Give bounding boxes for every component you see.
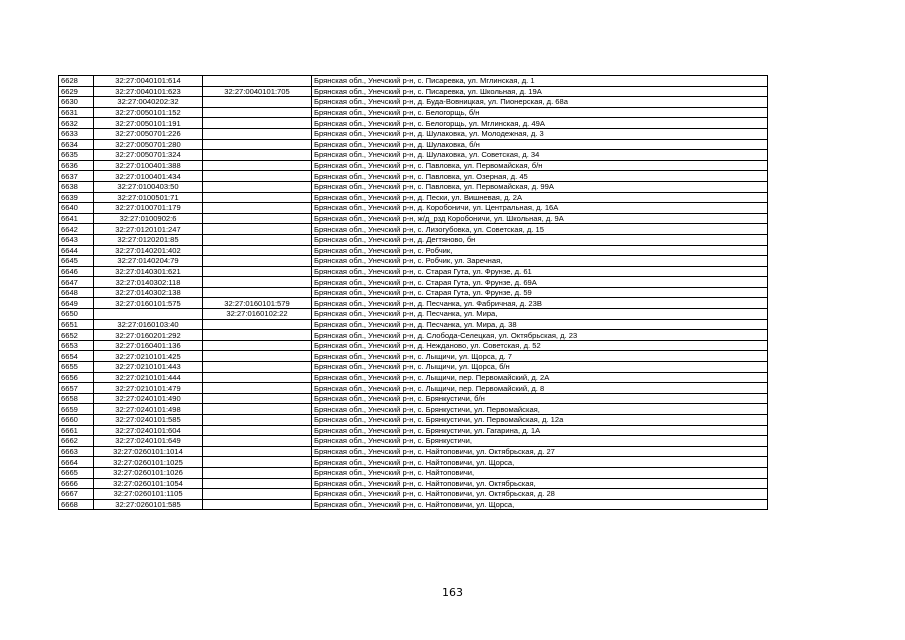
cadastral-number-cell: 32:27:0100403:50 — [94, 181, 203, 192]
property-registry-table — [58, 75, 768, 510]
address-cell: Брянская обл., Унечский р-н, с. Лизогубовка, ул. Советская, д. 15 — [312, 224, 768, 235]
cadastral-number-cell: 32:27:0210101:425 — [94, 351, 203, 362]
previous-cadastral-number-cell: 32:27:0160102:22 — [203, 309, 312, 320]
previous-cadastral-number-cell — [203, 160, 312, 171]
previous-cadastral-number-cell — [203, 478, 312, 489]
page-number: 163 — [442, 586, 463, 599]
row-number-cell: 6649 — [59, 298, 94, 309]
table-row — [59, 234, 768, 245]
table-row — [59, 298, 768, 309]
address-cell: Брянская обл., Унечский р-н, д. Песчанка, ул. Мира, — [312, 309, 768, 320]
table-row — [59, 436, 768, 447]
previous-cadastral-number-cell — [203, 330, 312, 341]
previous-cadastral-number-cell — [203, 415, 312, 426]
row-number-cell: 6663 — [59, 446, 94, 457]
cadastral-number-cell: 32:27:0260101:1026 — [94, 467, 203, 478]
cadastral-number-cell: 32:27:0040202:32 — [94, 97, 203, 108]
table-row — [59, 446, 768, 457]
address-cell: Брянская обл., Унечский р-н, д. Песчанка, ул. Мира, д. 38 — [312, 319, 768, 330]
address-cell: Брянская обл., Унечский р-н, д. Буда-Вовницкая, ул. Пионерская, д. 68а — [312, 97, 768, 108]
row-number-cell: 6665 — [59, 467, 94, 478]
row-number-cell: 6642 — [59, 224, 94, 235]
cadastral-number-cell: 32:27:0100401:388 — [94, 160, 203, 171]
table-row — [59, 277, 768, 288]
table-row — [59, 478, 768, 489]
previous-cadastral-number-cell — [203, 97, 312, 108]
table-row — [59, 383, 768, 394]
row-number-cell: 6640 — [59, 203, 94, 214]
address-cell: Брянская обл., Унечский р-н, с. Найтоповичи, ул. Октябрьская, — [312, 478, 768, 489]
row-number-cell: 6646 — [59, 266, 94, 277]
cadastral-number-cell: 32:27:0050101:191 — [94, 118, 203, 129]
row-number-cell: 6660 — [59, 415, 94, 426]
table-row — [59, 139, 768, 150]
cadastral-number-cell: 32:27:0240101:490 — [94, 393, 203, 404]
table-row — [59, 128, 768, 139]
previous-cadastral-number-cell — [203, 192, 312, 203]
address-cell: Брянская обл., Унечский р-н, ж/д_рзд Коробоничи, ул. Школьная, д. 9А — [312, 213, 768, 224]
previous-cadastral-number-cell: 32:27:0160101:579 — [203, 298, 312, 309]
previous-cadastral-number-cell — [203, 446, 312, 457]
cadastral-number-cell: 32:27:0140301:621 — [94, 266, 203, 277]
previous-cadastral-number-cell — [203, 436, 312, 447]
table-row — [59, 118, 768, 129]
previous-cadastral-number-cell — [203, 139, 312, 150]
row-number-cell: 6631 — [59, 107, 94, 118]
address-cell: Брянская обл., Унечский р-н, с. Найтоповичи, — [312, 467, 768, 478]
table-row — [59, 160, 768, 171]
table-row — [59, 499, 768, 510]
table-row — [59, 489, 768, 500]
address-cell: Брянская обл., Унечский р-н, с. Робчик, — [312, 245, 768, 256]
previous-cadastral-number-cell — [203, 277, 312, 288]
cadastral-number-cell: 32:27:0240101:585 — [94, 415, 203, 426]
cadastral-number-cell: 32:27:0050101:152 — [94, 107, 203, 118]
row-number-cell: 6632 — [59, 118, 94, 129]
table-row — [59, 319, 768, 330]
table-row — [59, 393, 768, 404]
cadastral-number-cell: 32:27:0240101:498 — [94, 404, 203, 415]
table-row — [59, 256, 768, 267]
previous-cadastral-number-cell — [203, 150, 312, 161]
table-row — [59, 351, 768, 362]
table-row — [59, 372, 768, 383]
address-cell: Брянская обл., Унечский р-н, д. Шулаковка, ул. Советская, д. 34 — [312, 150, 768, 161]
table-row — [59, 203, 768, 214]
table-row — [59, 107, 768, 118]
table-row — [59, 330, 768, 341]
row-number-cell: 6656 — [59, 372, 94, 383]
address-cell: Брянская обл., Унечский р-н, с. Лыщичи, ул. Щорса, б/н — [312, 362, 768, 373]
previous-cadastral-number-cell — [203, 372, 312, 383]
row-number-cell: 6653 — [59, 340, 94, 351]
previous-cadastral-number-cell — [203, 107, 312, 118]
address-cell: Брянская обл., Унечский р-н, с. Писаревка, ул. Школьная, д. 19А — [312, 86, 768, 97]
row-number-cell: 6655 — [59, 362, 94, 373]
row-number-cell: 6629 — [59, 86, 94, 97]
address-cell: Брянская обл., Унечский р-н, с. Старая Гута, ул. Фрунзе, д. 59 — [312, 287, 768, 298]
table-row — [59, 457, 768, 468]
previous-cadastral-number-cell — [203, 256, 312, 267]
previous-cadastral-number-cell — [203, 457, 312, 468]
previous-cadastral-number-cell — [203, 319, 312, 330]
address-cell: Брянская обл., Унечский р-н, с. Брянкустичи, ул. Гагарина, д. 1А — [312, 425, 768, 436]
previous-cadastral-number-cell — [203, 340, 312, 351]
previous-cadastral-number-cell — [203, 351, 312, 362]
table-row — [59, 150, 768, 161]
cadastral-number-cell: 32:27:0050701:226 — [94, 128, 203, 139]
address-cell: Брянская обл., Унечский р-н, с. Лыщичи, пер. Первомайский, д. 2А — [312, 372, 768, 383]
row-number-cell: 6634 — [59, 139, 94, 150]
cadastral-number-cell: 32:27:0040101:614 — [94, 76, 203, 87]
cadastral-number-cell: 32:27:0260101:585 — [94, 499, 203, 510]
previous-cadastral-number-cell — [203, 181, 312, 192]
address-cell: Брянская обл., Унечский р-н, с. Брянкустичи, б/н — [312, 393, 768, 404]
cadastral-number-cell: 32:27:0240101:649 — [94, 436, 203, 447]
row-number-cell: 6664 — [59, 457, 94, 468]
table-row — [59, 309, 768, 320]
cadastral-number-cell: 32:27:0120201:85 — [94, 234, 203, 245]
table-row — [59, 245, 768, 256]
previous-cadastral-number-cell — [203, 171, 312, 182]
cadastral-number-cell: 32:27:0100401:434 — [94, 171, 203, 182]
row-number-cell: 6648 — [59, 287, 94, 298]
table-row — [59, 425, 768, 436]
cadastral-number-cell: 32:27:0260101:1054 — [94, 478, 203, 489]
address-cell: Брянская обл., Унечский р-н, с. Найтоповичи, ул. Октябрьская, д. 27 — [312, 446, 768, 457]
row-number-cell: 6668 — [59, 499, 94, 510]
table-row — [59, 97, 768, 108]
row-number-cell: 6644 — [59, 245, 94, 256]
previous-cadastral-number-cell — [203, 266, 312, 277]
address-cell: Брянская обл., Унечский р-н, с. Белогорщь, б/н — [312, 107, 768, 118]
table-row — [59, 362, 768, 373]
row-number-cell: 6661 — [59, 425, 94, 436]
address-cell: Брянская обл., Унечский р-н, с. Старая Гута, ул. Фрунзе, д. 61 — [312, 266, 768, 277]
row-number-cell: 6633 — [59, 128, 94, 139]
registry-table-body — [59, 76, 768, 510]
cadastral-number-cell: 32:27:0100902:6 — [94, 213, 203, 224]
address-cell: Брянская обл., Унечский р-н, с. Лыщичи, пер. Первомайский, д. 8 — [312, 383, 768, 394]
address-cell: Брянская обл., Унечский р-н, д. Шулаковка, б/н — [312, 139, 768, 150]
cadastral-number-cell: 32:27:0160101:575 — [94, 298, 203, 309]
row-number-cell: 6667 — [59, 489, 94, 500]
previous-cadastral-number-cell — [203, 128, 312, 139]
row-number-cell: 6635 — [59, 150, 94, 161]
row-number-cell: 6641 — [59, 213, 94, 224]
address-cell: Брянская обл., Унечский р-н, д. Пески, ул. Вишневая, д. 2А — [312, 192, 768, 203]
cadastral-number-cell: 32:27:0100501:71 — [94, 192, 203, 203]
row-number-cell: 6657 — [59, 383, 94, 394]
row-number-cell: 6643 — [59, 234, 94, 245]
cadastral-number-cell: 32:27:0050701:280 — [94, 139, 203, 150]
table-row — [59, 340, 768, 351]
address-cell: Брянская обл., Унечский р-н, с. Найтоповичи, ул. Щорса, — [312, 457, 768, 468]
cadastral-number-cell: 32:27:0210101:443 — [94, 362, 203, 373]
row-number-cell: 6636 — [59, 160, 94, 171]
table-row — [59, 224, 768, 235]
row-number-cell: 6650 — [59, 309, 94, 320]
row-number-cell: 6654 — [59, 351, 94, 362]
table-row — [59, 213, 768, 224]
row-number-cell: 6630 — [59, 97, 94, 108]
cadastral-number-cell: 32:27:0260101:1105 — [94, 489, 203, 500]
address-cell: Брянская обл., Унечский р-н, д. Шулаковка, ул. Молодежная, д. 3 — [312, 128, 768, 139]
address-cell: Брянская обл., Унечский р-н, с. Павловка, ул. Первомайская, б/н — [312, 160, 768, 171]
address-cell: Брянская обл., Унечский р-н, с. Найтоповичи, ул. Щорса, — [312, 499, 768, 510]
previous-cadastral-number-cell — [203, 234, 312, 245]
cadastral-number-cell: 32:27:0260101:1014 — [94, 446, 203, 457]
address-cell: Брянская обл., Унечский р-н, с. Писаревка, ул. Мглинская, д. 1 — [312, 76, 768, 87]
row-number-cell: 6652 — [59, 330, 94, 341]
cadastral-number-cell: 32:27:0140302:138 — [94, 287, 203, 298]
previous-cadastral-number-cell — [203, 203, 312, 214]
cadastral-number-cell: 32:27:0260101:1025 — [94, 457, 203, 468]
table-row — [59, 404, 768, 415]
previous-cadastral-number-cell — [203, 118, 312, 129]
address-cell: Брянская обл., Унечский р-н, с. Робчик, ул. Заречная, — [312, 256, 768, 267]
cadastral-number-cell: 32:27:0240101:604 — [94, 425, 203, 436]
table-row — [59, 171, 768, 182]
address-cell: Брянская обл., Унечский р-н, с. Павловка, ул. Первомайская, д. 99А — [312, 181, 768, 192]
cadastral-number-cell: 32:27:0050701:324 — [94, 150, 203, 161]
previous-cadastral-number-cell — [203, 287, 312, 298]
address-cell: Брянская обл., Унечский р-н, д. Нежданово, ул. Советская, д. 52 — [312, 340, 768, 351]
cadastral-number-cell: 32:27:0160103:40 — [94, 319, 203, 330]
address-cell: Брянская обл., Унечский р-н, с. Брянкустичи, ул. Первомайская, д. 12а — [312, 415, 768, 426]
table-row — [59, 76, 768, 87]
cadastral-number-cell: 32:27:0160201:292 — [94, 330, 203, 341]
row-number-cell: 6628 — [59, 76, 94, 87]
address-cell: Брянская обл., Унечский р-н, д. Дегтяново, бн — [312, 234, 768, 245]
row-number-cell: 6639 — [59, 192, 94, 203]
previous-cadastral-number-cell — [203, 213, 312, 224]
table-row — [59, 181, 768, 192]
address-cell: Брянская обл., Унечский р-н, с. Старая Гута, ул. Фрунзе, д. 69А — [312, 277, 768, 288]
cadastral-number-cell: 32:27:0140201:402 — [94, 245, 203, 256]
address-cell: Брянская обл., Унечский р-н, с. Брянкустичи, — [312, 436, 768, 447]
cadastral-number-cell: 32:27:0160401:136 — [94, 340, 203, 351]
table-row — [59, 266, 768, 277]
address-cell: Брянская обл., Унечский р-н, с. Лыщичи, ул. Щорса, д. 7 — [312, 351, 768, 362]
previous-cadastral-number-cell — [203, 224, 312, 235]
address-cell: Брянская обл., Унечский р-н, с. Брянкустичи, ул. Первомайская, — [312, 404, 768, 415]
previous-cadastral-number-cell: 32:27:0040101:705 — [203, 86, 312, 97]
address-cell: Брянская обл., Унечский р-н, д. Песчанка, ул. Фабричная, д. 23В — [312, 298, 768, 309]
cadastral-number-cell: 32:27:0210101:479 — [94, 383, 203, 394]
cadastral-number-cell: 32:27:0040101:623 — [94, 86, 203, 97]
address-cell: Брянская обл., Унечский р-н, д. Слобода-Селецкая, ул. Октябрьская, д. 23 — [312, 330, 768, 341]
table-row — [59, 86, 768, 97]
cadastral-number-cell — [94, 309, 203, 320]
cadastral-number-cell: 32:27:0140204:79 — [94, 256, 203, 267]
table-row — [59, 415, 768, 426]
previous-cadastral-number-cell — [203, 404, 312, 415]
row-number-cell: 6666 — [59, 478, 94, 489]
cadastral-number-cell: 32:27:0140302:118 — [94, 277, 203, 288]
previous-cadastral-number-cell — [203, 393, 312, 404]
row-number-cell: 6638 — [59, 181, 94, 192]
previous-cadastral-number-cell — [203, 76, 312, 87]
previous-cadastral-number-cell — [203, 245, 312, 256]
table-row — [59, 467, 768, 478]
table-row — [59, 192, 768, 203]
previous-cadastral-number-cell — [203, 383, 312, 394]
row-number-cell: 6662 — [59, 436, 94, 447]
previous-cadastral-number-cell — [203, 467, 312, 478]
address-cell: Брянская обл., Унечский р-н, с. Павловка, ул. Озерная, д. 45 — [312, 171, 768, 182]
cadastral-number-cell: 32:27:0100701:179 — [94, 203, 203, 214]
row-number-cell: 6637 — [59, 171, 94, 182]
previous-cadastral-number-cell — [203, 499, 312, 510]
address-cell: Брянская обл., Унечский р-н, д. Коробоничи, ул. Центральная, д. 16А — [312, 203, 768, 214]
address-cell: Брянская обл., Унечский р-н, с. Белогорщь, ул. Мглинская, д. 49А — [312, 118, 768, 129]
row-number-cell: 6651 — [59, 319, 94, 330]
row-number-cell: 6659 — [59, 404, 94, 415]
cadastral-number-cell: 32:27:0120101:247 — [94, 224, 203, 235]
row-number-cell: 6647 — [59, 277, 94, 288]
table-row — [59, 287, 768, 298]
row-number-cell: 6645 — [59, 256, 94, 267]
address-cell: Брянская обл., Унечский р-н, с. Найтоповичи, ул. Октябрьская, д. 28 — [312, 489, 768, 500]
previous-cadastral-number-cell — [203, 362, 312, 373]
previous-cadastral-number-cell — [203, 489, 312, 500]
cadastral-number-cell: 32:27:0210101:444 — [94, 372, 203, 383]
previous-cadastral-number-cell — [203, 425, 312, 436]
row-number-cell: 6658 — [59, 393, 94, 404]
